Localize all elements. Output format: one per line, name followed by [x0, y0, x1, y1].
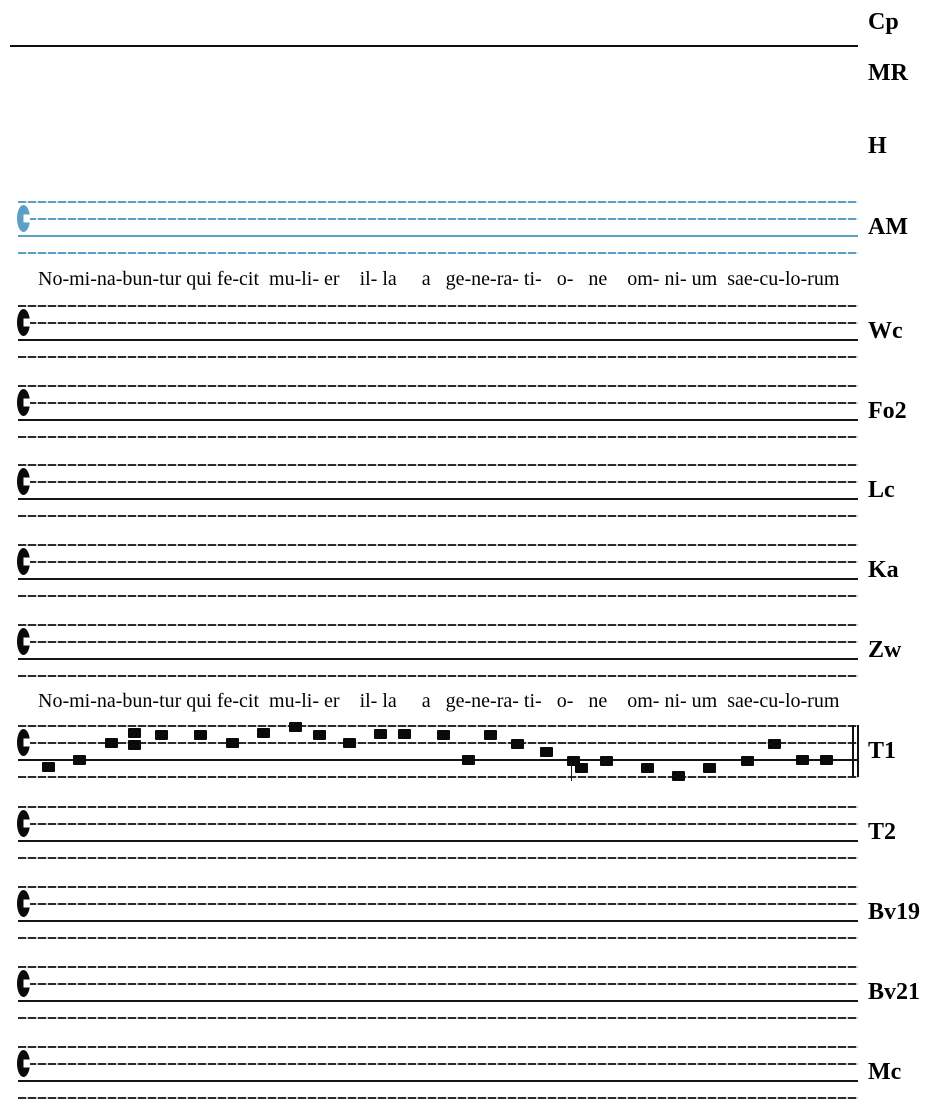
note-square-28[interactable]	[796, 755, 809, 765]
voice-label-fo2[interactable]: Fo2	[868, 398, 907, 424]
staff-line-4	[18, 515, 858, 517]
note-square-4[interactable]	[128, 728, 141, 738]
staff-line-4	[18, 356, 858, 358]
staff-line-3	[18, 419, 858, 421]
staff-line-4	[18, 937, 858, 939]
staff-fo2[interactable]	[18, 385, 858, 438]
staff-line-4	[18, 595, 858, 597]
c-clef-icon	[17, 890, 30, 917]
staff-line-1	[18, 464, 858, 466]
staff-line-2	[18, 561, 858, 563]
voice-label-t2[interactable]: T2	[868, 819, 897, 845]
note-square-1[interactable]	[42, 762, 55, 772]
staff-line-2	[18, 742, 858, 744]
note-square-12[interactable]	[343, 738, 356, 748]
final-double-barline-2	[857, 725, 859, 777]
c-clef-icon	[17, 628, 30, 655]
staff-line-2	[18, 402, 858, 404]
staff-line-1	[18, 886, 858, 888]
note-square-29[interactable]	[820, 755, 833, 765]
staff-line-2	[18, 823, 858, 825]
note-square-16[interactable]	[462, 755, 475, 765]
note-square-19[interactable]	[540, 747, 553, 757]
staff-line-4	[18, 675, 858, 677]
voice-label-zw[interactable]: Zw	[868, 637, 902, 663]
staff-am[interactable]	[18, 201, 858, 254]
staff-line-4	[18, 436, 858, 438]
staff-line-1	[18, 806, 858, 808]
c-clef-icon	[17, 548, 30, 575]
top-staff-rule	[10, 45, 858, 47]
staff-line-1	[18, 544, 858, 546]
note-square-23[interactable]	[641, 763, 654, 773]
staff-line-3	[18, 1080, 858, 1082]
voice-label-am[interactable]: AM	[868, 214, 908, 240]
staff-bv21[interactable]	[18, 966, 858, 1019]
note-square-25[interactable]	[703, 763, 716, 773]
voice-label-h[interactable]: H	[868, 133, 887, 159]
staff-line-4	[18, 857, 858, 859]
staff-line-3	[18, 339, 858, 341]
staff-line-1	[18, 624, 858, 626]
staff-line-2	[18, 903, 858, 905]
note-square-21[interactable]	[575, 763, 588, 773]
c-clef-icon	[17, 810, 30, 837]
staff-line-2	[18, 322, 858, 324]
staff-line-2	[18, 481, 858, 483]
voice-label-bv21[interactable]: Bv21	[868, 979, 921, 1005]
staff-mc[interactable]	[18, 1046, 858, 1099]
note-square-2[interactable]	[73, 755, 86, 765]
staff-line-3	[18, 920, 858, 922]
staff-line-1	[18, 1046, 858, 1048]
c-clef-icon	[17, 970, 30, 997]
final-double-barline-1	[852, 725, 854, 777]
c-clef-icon	[17, 1050, 30, 1077]
staff-ka[interactable]	[18, 544, 858, 597]
staff-line-4	[18, 1017, 858, 1019]
voice-label-ka[interactable]: Ka	[868, 557, 899, 583]
staff-line-2	[18, 218, 858, 220]
staff-line-2	[18, 641, 858, 643]
staff-line-2	[18, 1063, 858, 1065]
c-clef-icon	[17, 389, 30, 416]
staff-t2[interactable]	[18, 806, 858, 859]
staff-line-4	[18, 1097, 858, 1099]
voice-label-t1[interactable]: T1	[868, 738, 897, 764]
note-square-3[interactable]	[105, 738, 118, 748]
staff-line-3	[18, 498, 858, 500]
staff-line-1	[18, 305, 858, 307]
note-square-17[interactable]	[484, 730, 497, 740]
note-square-18[interactable]	[511, 739, 524, 749]
note-square-22[interactable]	[600, 756, 613, 766]
staff-line-3	[18, 235, 858, 237]
note-square-15[interactable]	[437, 730, 450, 740]
note-square-10[interactable]	[289, 722, 302, 732]
staff-lc[interactable]	[18, 464, 858, 517]
note-square-27[interactable]	[768, 739, 781, 749]
note-square-5[interactable]	[128, 740, 141, 750]
voice-label-lc[interactable]: Lc	[868, 477, 895, 503]
voice-label-mc[interactable]: Mc	[868, 1059, 902, 1085]
staff-line-3	[18, 759, 858, 761]
staff-zw[interactable]	[18, 624, 858, 677]
staff-line-1	[18, 966, 858, 968]
lyrics-line-lower: No-mi-na-bun-tur qui fe-cit mu-li- er il- la a ge-ne-ra- ti- o- ne om- ni- um sae-cu-lo-rum	[38, 690, 840, 712]
staff-line-2	[18, 983, 858, 985]
voice-label-bv19[interactable]: Bv19	[868, 899, 921, 925]
staff-wc[interactable]	[18, 305, 858, 358]
voice-label-wc[interactable]: Wc	[868, 318, 903, 344]
note-square-24[interactable]	[672, 771, 685, 781]
voice-label-cp[interactable]: Cp	[868, 9, 899, 35]
lyrics-line-upper: No-mi-na-bun-tur qui fe-cit mu-li- er il- la a ge-ne-ra- ti- o- ne om- ni- um sae-cu-lo-rum	[38, 268, 840, 290]
staff-line-3	[18, 658, 858, 660]
c-clef-icon	[17, 309, 30, 336]
staff-line-1	[18, 725, 858, 727]
note-square-8[interactable]	[226, 738, 239, 748]
staff-line-4	[18, 776, 858, 778]
note-square-11[interactable]	[313, 730, 326, 740]
staff-line-3	[18, 1000, 858, 1002]
voice-label-mr[interactable]: MR	[868, 60, 908, 86]
c-clef-icon	[17, 729, 30, 756]
c-clef-icon	[17, 468, 30, 495]
staff-line-4	[18, 252, 858, 254]
staff-line-1	[18, 385, 858, 387]
note-stem	[571, 762, 572, 781]
staff-bv19[interactable]	[18, 886, 858, 939]
note-square-9[interactable]	[257, 728, 270, 738]
note-square-14[interactable]	[398, 729, 411, 739]
staff-line-1	[18, 201, 858, 203]
note-square-6[interactable]	[155, 730, 168, 740]
c-clef-icon	[17, 205, 30, 232]
note-square-26[interactable]	[741, 756, 754, 766]
note-square-13[interactable]	[374, 729, 387, 739]
note-square-7[interactable]	[194, 730, 207, 740]
staff-line-3	[18, 840, 858, 842]
staff-line-3	[18, 578, 858, 580]
